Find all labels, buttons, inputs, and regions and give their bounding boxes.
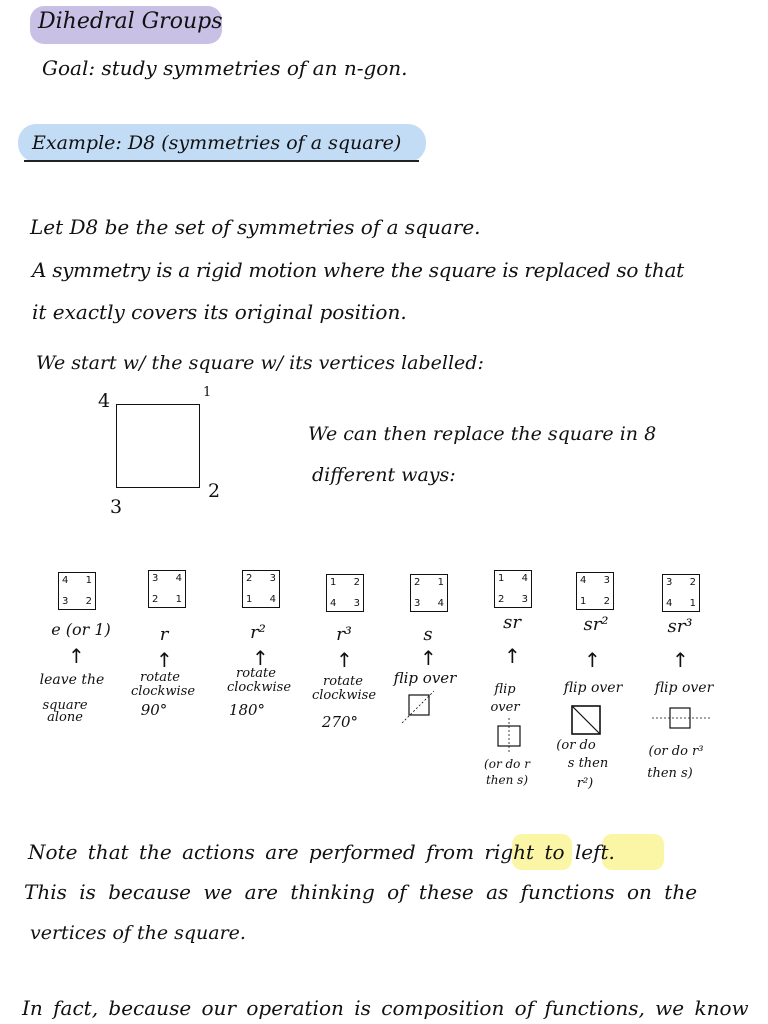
sym-symbol-sr3: sr³ bbox=[667, 616, 693, 637]
sym-e-tr: 1 bbox=[85, 575, 92, 586]
sym-e-br: 2 bbox=[85, 596, 92, 607]
para1-line2: A symmetry is a rigid motion where the square is replaced so that bbox=[32, 258, 684, 282]
arrow-up-icon: ↑ bbox=[504, 644, 521, 668]
sym-desc-r3-3: 270° bbox=[321, 713, 359, 731]
arrow-up-icon: ↑ bbox=[336, 648, 353, 672]
sym-sr-tr: 4 bbox=[521, 573, 528, 584]
note-right: right bbox=[484, 840, 535, 864]
note-line3: vertices of the square. bbox=[30, 922, 246, 944]
replace-line1: We can then replace the square in 8 bbox=[308, 423, 657, 445]
note-line2: This is because we are thinking of these as functions on the bbox=[24, 880, 698, 904]
arrow-up-icon: ↑ bbox=[252, 646, 269, 670]
sym-s-tr: 1 bbox=[437, 577, 444, 588]
sym-r2-bl: 1 bbox=[246, 594, 253, 605]
start-line: We start w/ the square w/ its vertices labelled: bbox=[36, 352, 484, 374]
sym-r2-tl: 2 bbox=[246, 573, 253, 584]
arrow-up-icon: ↑ bbox=[156, 648, 173, 672]
arrow-up-icon: ↑ bbox=[672, 648, 689, 672]
note-to: to bbox=[544, 840, 565, 864]
arrow-up-icon: ↑ bbox=[584, 648, 601, 672]
sym-desc-r3-1: rotate bbox=[323, 674, 363, 689]
sym-r2-br: 4 bbox=[269, 594, 276, 605]
sym-r3-br: 3 bbox=[353, 598, 360, 609]
sym-desc-r-2: clockwise bbox=[130, 684, 196, 699]
sym-r3-bl: 4 bbox=[330, 598, 337, 609]
sym-symbol-r3: r³ bbox=[336, 624, 352, 645]
sym-desc-e-3: alone bbox=[47, 710, 83, 725]
sym-s-bl: 3 bbox=[414, 598, 421, 609]
sym-e-bl: 3 bbox=[62, 596, 69, 607]
sym-desc-r2-1: rotate bbox=[236, 666, 276, 681]
goal-line: Goal: study symmetries of an n-gon. bbox=[42, 56, 408, 80]
sym-desc-sr-2: over bbox=[490, 700, 520, 715]
main-label-tr: 1 bbox=[203, 385, 212, 400]
sym-square-r2 bbox=[242, 570, 280, 608]
sym-desc-e-2: square bbox=[42, 698, 88, 713]
last-line: In fact, because our operation is composition of functions, we know bbox=[22, 996, 749, 1020]
sym-r3-tr: 2 bbox=[353, 577, 360, 588]
sym-desc-s-1: flip over bbox=[393, 669, 457, 687]
sym-note-sr3-2: then s) bbox=[647, 766, 693, 781]
sym-sr-tl: 1 bbox=[498, 573, 505, 584]
example-underline bbox=[24, 160, 419, 162]
sym-r-tr: 4 bbox=[175, 573, 182, 584]
arrow-up-icon: ↑ bbox=[420, 646, 437, 670]
sym-r2-tr: 3 bbox=[269, 573, 276, 584]
flip-diagram-sr bbox=[492, 716, 526, 754]
main-square bbox=[116, 404, 200, 488]
sym-note-sr2-2: s then bbox=[567, 756, 609, 771]
sym-square-sr bbox=[494, 570, 532, 608]
sym-desc-r2-3: 180° bbox=[228, 701, 266, 719]
note-line1 bbox=[28, 840, 615, 864]
para1-line1: Let D8 be the set of symmetries of a square. bbox=[30, 215, 481, 239]
para1-line3: it exactly covers its original position. bbox=[32, 300, 407, 324]
sym-sr2-br: 2 bbox=[603, 596, 610, 607]
sym-r3-tl: 1 bbox=[330, 577, 337, 588]
note-left: left. bbox=[574, 840, 615, 864]
sym-sr3-bl: 4 bbox=[666, 598, 673, 609]
sym-symbol-sr2: sr² bbox=[583, 614, 609, 635]
sym-square-sr2 bbox=[576, 572, 614, 610]
sym-desc-e-1: leave the bbox=[39, 672, 105, 688]
page-title: Dihedral Groups bbox=[38, 9, 223, 34]
note-line1-text: Note that the actions are performed from bbox=[28, 840, 475, 864]
main-label-br: 2 bbox=[208, 480, 221, 502]
sym-square-r3 bbox=[326, 574, 364, 612]
flip-diagram-sr2 bbox=[568, 702, 604, 738]
sym-desc-r2-2: clockwise bbox=[226, 680, 292, 695]
sym-note-sr2-3: r²) bbox=[576, 776, 594, 791]
sym-symbol-e: e (or 1) bbox=[51, 620, 111, 639]
sym-s-br: 4 bbox=[437, 598, 444, 609]
arrow-up-icon: ↑ bbox=[68, 644, 85, 668]
sym-desc-r-3: 90° bbox=[140, 701, 168, 719]
sym-note-sr3-1: (or do r³ bbox=[648, 744, 704, 759]
sym-sr2-tl: 4 bbox=[580, 575, 587, 586]
sym-desc-sr3-1: flip over bbox=[654, 680, 714, 696]
sym-sr3-tr: 2 bbox=[689, 577, 696, 588]
sym-sr3-br: 1 bbox=[689, 598, 696, 609]
sym-symbol-s: s bbox=[423, 624, 433, 645]
sym-desc-r3-2: clockwise bbox=[311, 688, 377, 703]
sym-square-sr3 bbox=[662, 574, 700, 612]
sym-desc-sr-1: flip bbox=[494, 682, 516, 697]
sym-s-tl: 2 bbox=[414, 577, 421, 588]
flip-diagram-s bbox=[400, 690, 436, 726]
sym-r-br: 1 bbox=[175, 594, 182, 605]
sym-square-e bbox=[58, 572, 96, 610]
sym-desc-sr2-1: flip over bbox=[563, 680, 623, 696]
sym-desc-r-1: rotate bbox=[140, 670, 180, 685]
sym-sr2-tr: 3 bbox=[603, 575, 610, 586]
flip-diagram-sr3 bbox=[650, 704, 712, 732]
sym-note-sr2-1: (or do bbox=[556, 738, 596, 753]
sym-e-tl: 4 bbox=[62, 575, 69, 586]
sym-square-r bbox=[148, 570, 186, 608]
sym-symbol-r: r bbox=[159, 624, 169, 645]
sym-square-s bbox=[410, 574, 448, 612]
sym-sr-br: 3 bbox=[521, 594, 528, 605]
sym-sr2-bl: 1 bbox=[580, 596, 587, 607]
sym-symbol-r2: r² bbox=[250, 622, 266, 643]
replace-line2: different ways: bbox=[312, 464, 456, 486]
main-label-tl: 4 bbox=[98, 390, 111, 412]
example-heading: Example: D8 (symmetries of a square) bbox=[32, 132, 402, 154]
sym-symbol-sr: sr bbox=[503, 612, 521, 633]
main-label-bl: 3 bbox=[110, 496, 123, 518]
sym-r-tl: 3 bbox=[152, 573, 159, 584]
sym-note-sr-2: then s) bbox=[485, 773, 529, 787]
sym-note-sr-1: (or do r bbox=[484, 757, 530, 771]
sym-r-bl: 2 bbox=[152, 594, 159, 605]
sym-sr3-tl: 3 bbox=[666, 577, 673, 588]
sym-sr-bl: 2 bbox=[498, 594, 505, 605]
